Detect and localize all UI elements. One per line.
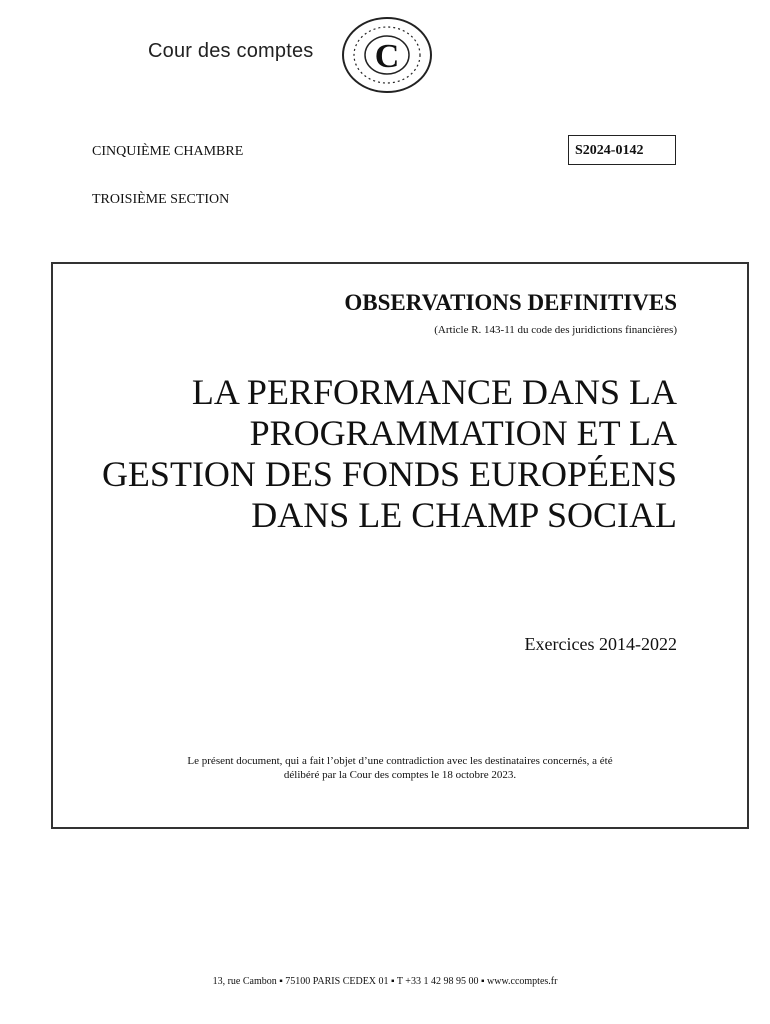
deliberation-note xyxy=(53,754,747,782)
institution-name: Cour des comptes xyxy=(148,40,314,62)
article-reference: (Article R. 143-11 du code des juridictions financières) xyxy=(434,324,677,336)
section-label: TROISIÈME SECTION xyxy=(92,192,230,207)
title-line: PROGRAMMATION ET LA xyxy=(249,413,677,453)
report-title xyxy=(37,372,677,536)
chamber-label: CINQUIÈME CHAMBRE xyxy=(92,144,244,159)
cour-des-comptes-seal-icon xyxy=(340,16,434,94)
title-line: GESTION DES FONDS EUROPÉENS xyxy=(101,454,677,494)
seal-letter: C xyxy=(374,38,400,75)
title-line: DANS LE CHAMP SOCIAL xyxy=(251,495,677,535)
reference-number: S2024-0142 xyxy=(575,143,644,158)
document-heading: OBSERVATIONS DEFINITIVES xyxy=(344,290,677,315)
reference-box xyxy=(568,135,676,165)
title-frame xyxy=(51,262,749,829)
footer-address: 13, rue Cambon ▪ 75100 PARIS CEDEX 01 ▪ T +33 1 42 98 95 00 ▪ www.ccomptes.fr xyxy=(212,976,558,987)
title-line: LA PERFORMANCE DANS LA xyxy=(191,372,677,412)
fiscal-years: Exercices 2014-2022 xyxy=(524,634,677,654)
note-line: délibéré par la Cour des comptes le 18 octobre 2023. xyxy=(283,769,517,781)
note-line: Le présent document, qui a fait l’objet d’une contradiction avec les destinataires concernés, a été xyxy=(187,755,613,767)
